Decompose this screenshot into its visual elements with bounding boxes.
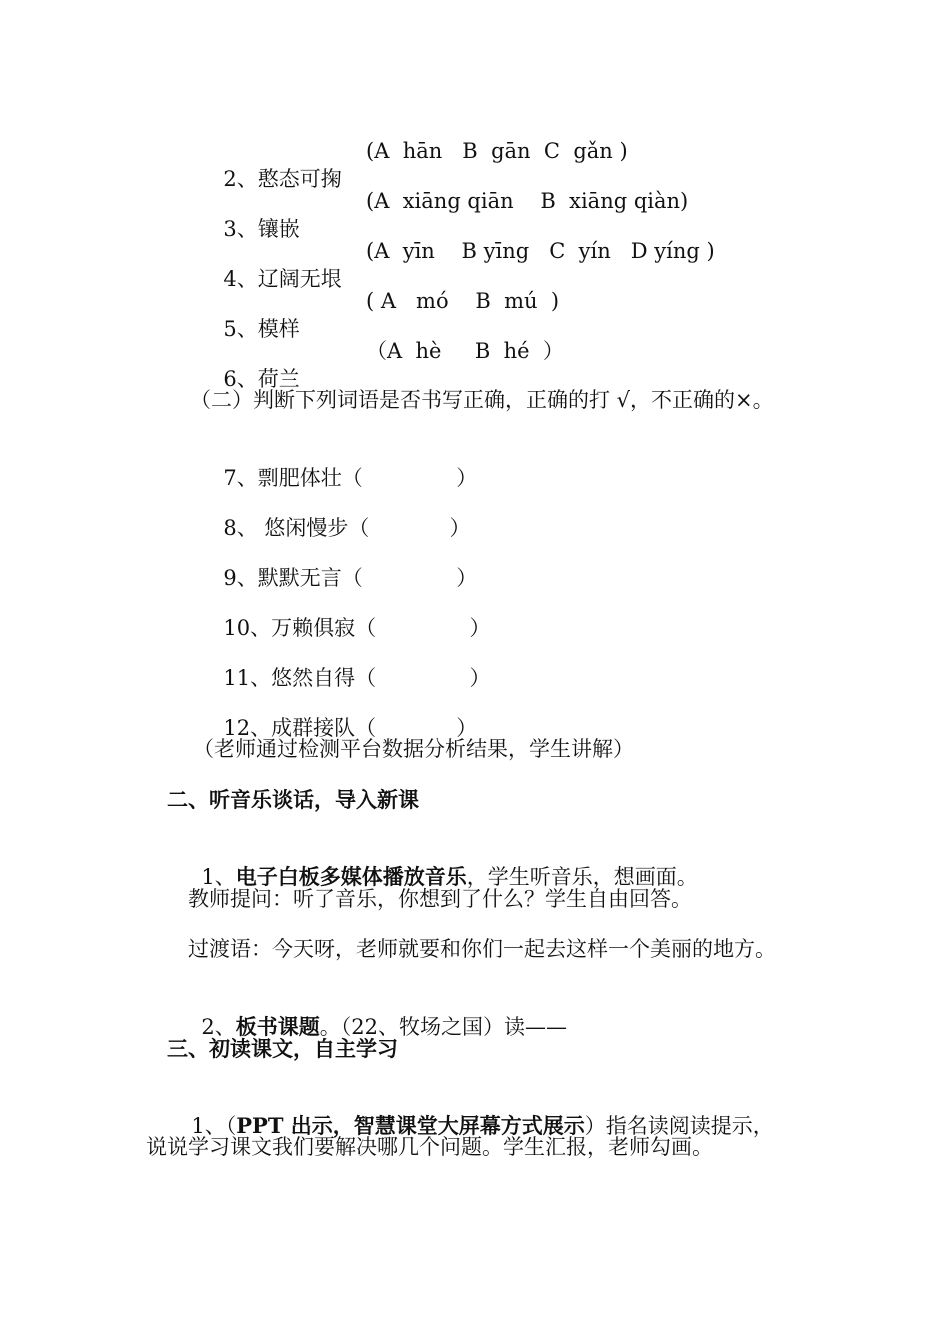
question-number: 11、 [223, 666, 272, 690]
question-number: 6、 [223, 367, 258, 391]
pinyin-options: (A xiāng qiān B xiāng qiàn) [366, 189, 689, 213]
part2-paragraph-1 [188, 835, 698, 891]
part3-paragraph-1 [178, 1084, 774, 1140]
question-word: 悠闲慢步 [257, 516, 349, 540]
question-word: 默默无言 [257, 566, 342, 590]
question-word: 憨态可掬 [257, 167, 342, 191]
part3-heading: 三、初读课文，自主学习 [167, 1036, 398, 1061]
question-word: 模样 [257, 317, 300, 341]
answer-blank: （ ） [355, 716, 478, 740]
step-number: 1、（ [191, 1114, 237, 1138]
answer-blank: （ ） [355, 666, 491, 690]
judge-question-8 [210, 486, 471, 542]
teacher-note: （老师通过检测平台数据分析结果，学生讲解） [193, 737, 634, 761]
question-number: 12、 [223, 716, 272, 740]
question-number: 10、 [223, 616, 272, 640]
question-number: 2、 [223, 167, 258, 191]
step-number: 2、 [201, 1015, 236, 1039]
judge-question-7 [210, 436, 477, 492]
part2-heading: 二、听音乐谈话，导入新课 [167, 787, 419, 812]
question-word: 剽肥体壮 [257, 466, 342, 490]
question-word: 荷兰 [257, 367, 300, 391]
judge-question-9 [210, 536, 477, 592]
judge-question-12 [210, 686, 477, 742]
pinyin-options: (A yīn B yīng C yín D yíng ) [366, 239, 715, 263]
body-text: ）指名读阅读提示， [584, 1114, 774, 1138]
part2-paragraph-2: 教师提问：听了音乐，你想到了什么？学生自由回答。 [188, 887, 692, 911]
question-word: 万赖俱寂 [271, 616, 356, 640]
question-number: 7、 [223, 466, 258, 490]
body-text: ，学生听音乐，想画面。 [466, 865, 698, 889]
question-number: 4、 [223, 267, 258, 291]
part2-paragraph-3: 过渡语：今天呀，老师就要和你们一起去这样一个美丽的地方。 [188, 937, 776, 961]
question-number: 5、 [223, 317, 258, 341]
part3-paragraph-2: 说说学习课文我们要解决哪几个问题。学生汇报，老师勾画。 [146, 1135, 713, 1159]
emphasis-text: PPT 出示，智慧课堂大屏幕方式展示 [236, 1113, 585, 1138]
question-word: 成群接队 [271, 716, 356, 740]
step-number: 1、 [201, 865, 236, 889]
question-word: 辽阔无垠 [257, 267, 342, 291]
pinyin-options: （A hè B hé ） [366, 339, 564, 363]
body-text: 。（22、牧场之国）读—— [319, 1015, 567, 1039]
answer-blank: （ ） [355, 616, 491, 640]
question-word: 镶嵌 [257, 217, 300, 241]
emphasis-text: 板书课题 [235, 1014, 320, 1039]
question-number: 9、 [223, 566, 258, 590]
section-heading: （二）判断下列词语是否书写正确，正确的打 √，不正确的×。 [190, 388, 774, 412]
pinyin-options: (A hān B gān C gǎn ) [366, 139, 628, 163]
answer-blank: （ ） [341, 566, 478, 590]
answer-blank: （ ） [348, 516, 471, 540]
part2-paragraph-4 [188, 985, 567, 1041]
emphasis-text: 电子白板多媒体播放音乐 [235, 864, 467, 889]
question-number: 8、 [223, 516, 258, 540]
judge-question-10 [210, 586, 491, 642]
judge-question-11 [210, 636, 491, 692]
answer-blank: （ ） [341, 466, 478, 490]
pinyin-options: ( A mó B mú ) [366, 289, 560, 313]
question-number: 3、 [223, 217, 258, 241]
question-word: 悠然自得 [271, 666, 356, 690]
